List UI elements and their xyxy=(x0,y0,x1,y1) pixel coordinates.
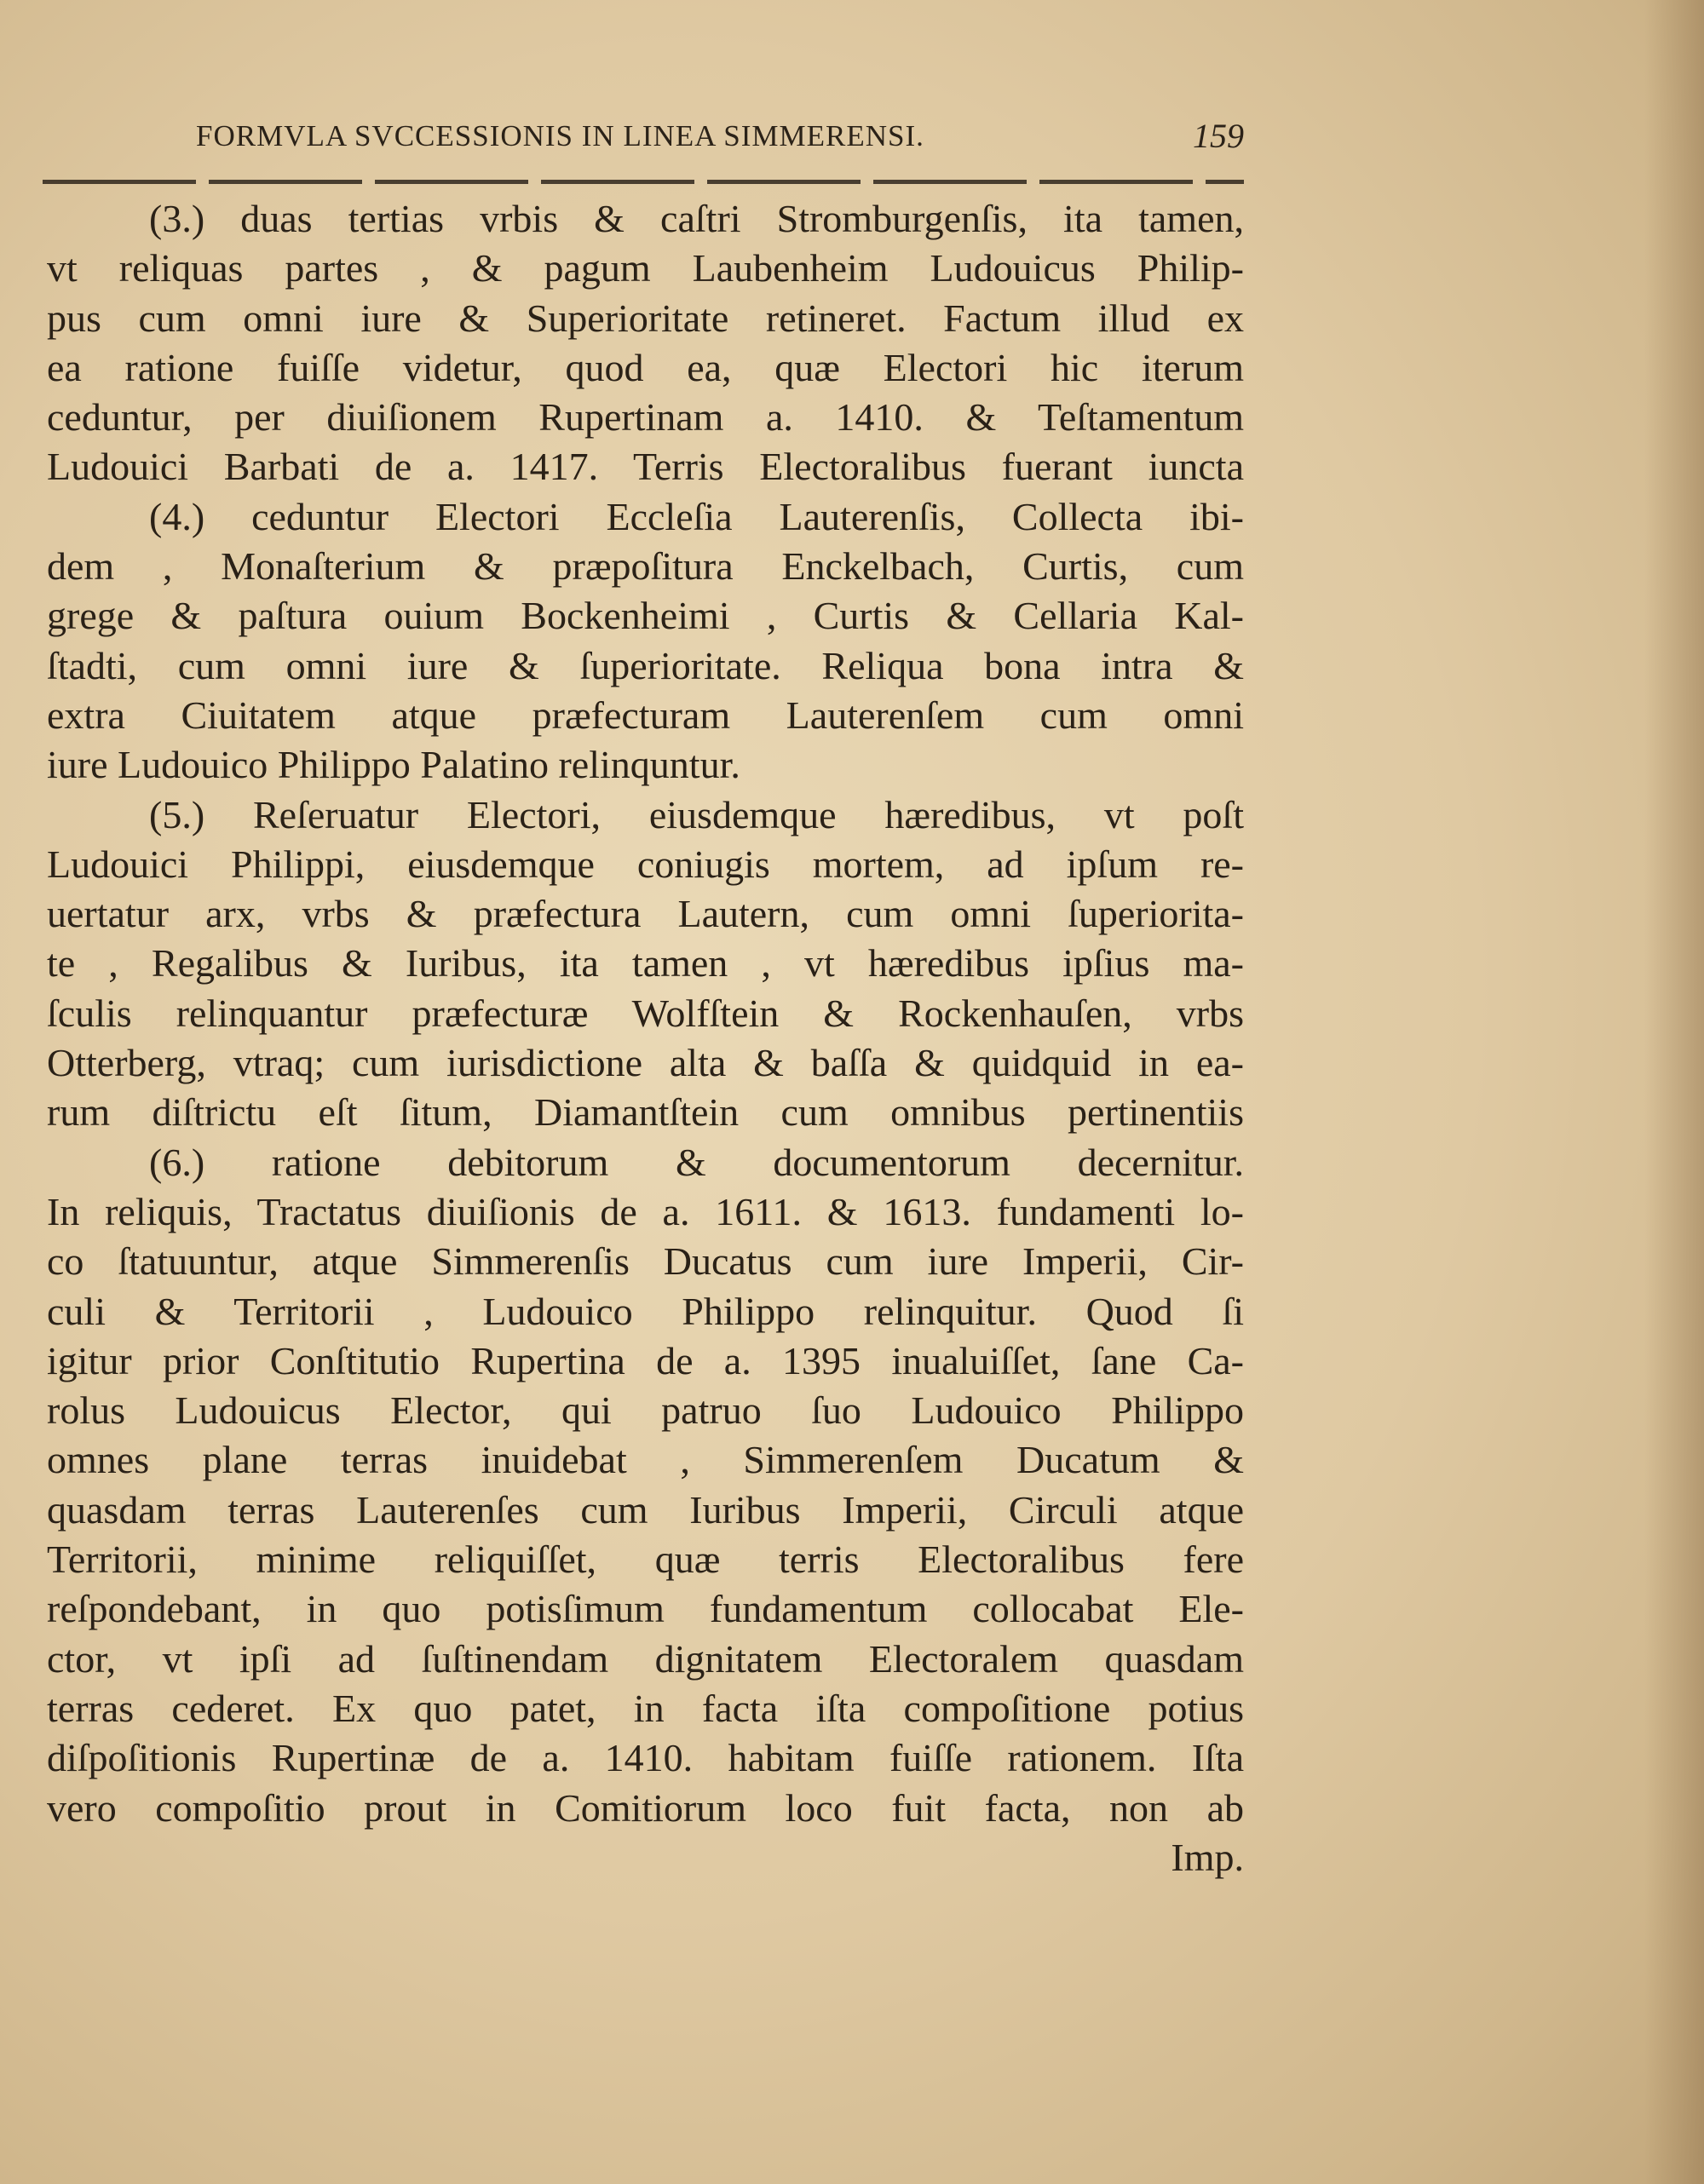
text-line: (3.) duas tertias vrbis & caſtri Stromburgenſis, ita tamen, xyxy=(149,197,1244,240)
text-line: ſtadti, cum omni iure & ſuperioritate. Reliqua bona intra & xyxy=(47,643,1244,687)
text-line: omnes plane terras inuidebat , Simmerenſem Ducatum & xyxy=(47,1438,1244,1482)
text-line: igitur prior Conſtitutio Rupertina de a. 1395 inualuiſſet, ſane Ca- xyxy=(47,1338,1244,1382)
text-line: ceduntur, per diuiſionem Rupertinam a. 1410. & Teſtamentum xyxy=(47,395,1244,440)
text-line: diſpoſitionis Rupertinæ de a. 1410. habitam fuiſſe rationem. Iſta xyxy=(47,1736,1244,1780)
text-line: extra Ciuitatem atque præfecturam Lauterenſem cum omni xyxy=(47,693,1244,737)
text-line: vt reliquas partes , & pagum Laubenheim Ludouicus Philip- xyxy=(47,246,1244,290)
text-line: grege & paſtura ouium Bockenheimi , Curtis & Cellaria Kal- xyxy=(47,594,1244,638)
running-title: FORMVLA SVCCESSIONIS IN LINEA SIMMERENSI. xyxy=(196,119,924,152)
text-line: (6.) ratione debitorum & documentorum decernitur. xyxy=(149,1140,1244,1184)
text-line: reſpondebant, in quo potisſimum fundamentum collocabat Ele- xyxy=(47,1587,1244,1631)
text-line: (4.) ceduntur Electori Eccleſia Lauterenſis, Collecta ibi- xyxy=(149,494,1244,538)
text-line: quasdam terras Lauterenſes cum Iuribus Imperii, Circuli atque xyxy=(47,1487,1244,1532)
text-line: rolus Ludouicus Elector, qui patruo ſuo Ludouico Philippo xyxy=(47,1388,1244,1433)
text-line: In reliquis, Tractatus diuiſionis de a. 1611. & 1613. fundamenti lo- xyxy=(47,1189,1244,1233)
text-line: co ſtatuuntur, atque Simmerenſis Ducatus cum iure Imperii, Cir- xyxy=(47,1239,1244,1284)
text-line: ctor, vt ipſi ad ſuſtinendam dignitatem Electoralem quasdam xyxy=(47,1636,1244,1681)
page-number: 159 xyxy=(1193,117,1244,155)
text-line: rum diſtrictu eſt ſitum, Diamantſtein cum omnibus pertinentiis xyxy=(47,1090,1244,1135)
header-rule xyxy=(43,180,1244,184)
text-line: vero compoſitio prout in Comitiorum loco fuit facta, non ab xyxy=(47,1785,1244,1830)
text-line: Otterberg, vtraq; cum iurisdictione alta & baſſa & quidquid in ea- xyxy=(47,1041,1244,1085)
text-line: iure Ludouico Philippo Palatino relinquntur. xyxy=(47,743,740,787)
catchword: Imp. xyxy=(1171,1835,1244,1879)
text-line: ea ratione fuiſſe videtur, quod ea, quæ Electori hic iterum xyxy=(47,345,1244,389)
text-line: pus cum omni iure & Superioritate retineret. Factum illud ex xyxy=(47,296,1244,340)
text-line: Ludouici Barbati de a. 1417. Terris Electoralibus fuerant iuncta xyxy=(47,445,1244,489)
page-header xyxy=(196,119,1244,162)
text-line: terras cederet. Ex quo patet, in facta iſta compoſitione potius xyxy=(47,1686,1244,1730)
text-line: Territorii, minime reliquiſſet, quæ terris Electoralibus fere xyxy=(47,1537,1244,1582)
text-line: dem , Monaſterium & præpoſitura Enckelbach, Curtis, cum xyxy=(47,544,1244,589)
text-line: uertatur arx, vrbs & præfectura Lautern, cum omni ſuperiorita- xyxy=(47,892,1244,936)
text-line: te , Regalibus & Iuribus, ita tamen , vt hæredibus ipſius ma- xyxy=(47,941,1244,986)
text-line: culi & Territorii , Ludouico Philippo relinquitur. Quod ſi xyxy=(47,1289,1244,1333)
text-line: ſculis relinquantur præfecturæ Wolfſtein & Rockenhauſen, vrbs xyxy=(47,991,1244,1035)
text-line: (5.) Reſeruatur Electori, eiusdemque hæredibus, vt poſt xyxy=(149,792,1244,836)
text-line: Ludouici Philippi, eiusdemque coniugis mortem, ad ipſum re- xyxy=(47,842,1244,886)
body-text xyxy=(47,194,1244,1882)
